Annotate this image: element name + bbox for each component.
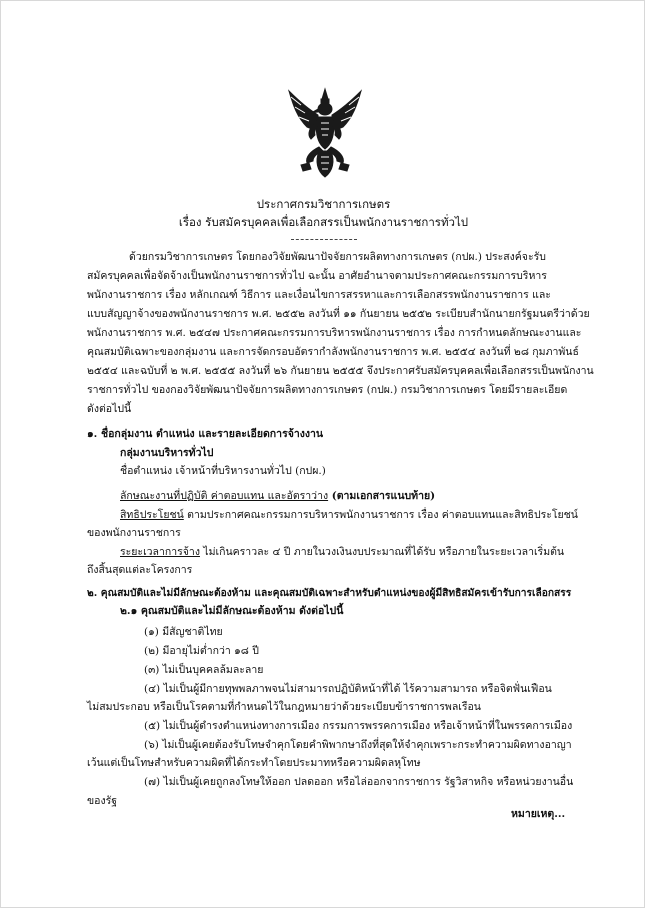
job-group: กลุ่มงานบริหารทั่วไป	[120, 447, 214, 459]
benefits-label: สิทธิประโยชน์	[120, 509, 184, 521]
duties-line	[120, 489, 435, 503]
job-position: ชื่อตำแหน่ง เจ้าหน้าที่บริหารงานทั่วไป (กปผ.)	[120, 465, 326, 477]
intro-line: ด้วยกรมวิชาการเกษตร โดยกองวิจัยพัฒนาปัจจัยการผลิตทางการเกษตร (กปผ.) ประสงค์จะรับ	[129, 251, 546, 263]
intro-line: คุณสมบัติเฉพาะของกลุ่มงาน และการจัดกรอบอัตรากำลังพนักงานราชการ พ.ศ. ๒๕๕๔ ลงวันที่ ๒๘ กุมภาพันธ์	[87, 346, 579, 358]
intro-line: พนักงานราชการ พ.ศ. ๒๕๔๗ ประกาศคณะกรรมการบริหารพนักงานราชการ เรื่อง การกำหนดลักษณะงานและ	[87, 327, 582, 339]
section-1-heading: ๑. ชื่อกลุ่มงาน ตำแหน่ง และรายละเอียดการจ้างงาน	[87, 428, 324, 440]
announcement-title: ประกาศกรมวิชาการเกษตร	[256, 197, 391, 211]
qualification-item: (๓) ไม่เป็นบุคคลล้มละลาย	[144, 664, 264, 676]
title-divider	[291, 239, 357, 240]
term-label: ระยะเวลาการจ้าง	[120, 546, 200, 558]
garuda-emblem-icon	[287, 87, 363, 179]
benefits-continued: ของพนักงานราชการ	[87, 527, 181, 539]
term-line	[120, 545, 564, 559]
intro-line: พนักงานราชการ เรื่อง หลักเกณฑ์ วิธีการ และเงื่อนไขการสรรหาและการเลือกสรรพนักงานราชการ และ	[87, 289, 551, 301]
benefits-text: ตามประกาศคณะกรรมการบริหารพนักงานราชการ เรื่อง ค่าตอบแทนและสิทธิประโยชน์	[183, 509, 578, 521]
qualification-item: (๖) ไม่เป็นผู้เคยต้องรับโทษจำคุกโดยคำพิพากษาถึงที่สุดให้จำคุกเพราะกระทำความผิดทางอาญา	[144, 739, 572, 751]
intro-line: ราชการทั่วไป ของกองวิจัยพัฒนาปัจจัยการผลิตทางการเกษตร (กปผ.) กรมวิชาการเกษตร โดยมีรายละเอียด	[87, 384, 568, 396]
duties-reference: (ตามเอกสารแนบท้าย)	[328, 490, 436, 502]
qualification-item-continued: เว้นแต่เป็นโทษสำหรับความผิดที่ได้กระทำโดยประมาทหรือความผิดลหุโทษ	[87, 757, 421, 769]
intro-line: ๒๕๕๔ และฉบับที่ ๒ พ.ศ. ๒๕๕๕ ลงวันที่ ๒๖ กันยายน ๒๕๕๕ จึงประกาศรับสมัครบุคคลเพื่อเลือกสรรเป็นพนักงาน	[87, 365, 594, 377]
benefits-line	[120, 508, 578, 522]
section-2-1-heading: ๒.๑ คุณสมบัติและไม่มีลักษณะต้องห้าม ดังต่อไปนี้	[120, 605, 344, 617]
qualification-item: (๑) มีสัญชาติไทย	[144, 626, 223, 638]
section-2-heading: ๒. คุณสมบัติและไม่มีลักษณะต้องห้าม และคุณสมบัติเฉพาะสำหรับตำแหน่งของผู้มีสิทธิสมัครเข้ารับการเลือกสรร	[87, 587, 572, 599]
term-text: ไม่เกินคราวละ ๔ ปี ภายในวงเงินงบประมาณที่ได้รับ หรือภายในระยะเวลาเริ่มต้น	[199, 546, 565, 558]
qualification-item: (๔) ไม่เป็นผู้มีกายทุพพลภาพจนไม่สามารถปฏิบัติหน้าที่ได้ ไร้ความสามารถ หรือจิตฟั่นเฟือน	[144, 683, 552, 695]
intro-line: ดังต่อไปนี้	[87, 403, 132, 415]
announcement-subject: เรื่อง รับสมัครบุคคลเพื่อเลือกสรรเป็นพนักงานราชการทั่วไป	[178, 215, 469, 229]
continued-note: หมายเหตุ...	[511, 808, 566, 820]
qualification-item-continued: ไม่สมประกอบ หรือเป็นโรคตามที่กำหนดไว้ในกฎหมายว่าด้วยระเบียบข้าราชการพลเรือน	[87, 701, 481, 713]
intro-line: สมัครบุคคลเพื่อจัดจ้างเป็นพนักงานราชการทั่วไป ฉะนั้น อาศัยอำนาจตามประกาศคณะกรรมการบริหาร	[87, 270, 547, 282]
qualification-item: (๕) ไม่เป็นผู้ดำรงตำแหน่งทางการเมือง กรรมการพรรคการเมือง หรือเจ้าหน้าที่ในพรรคการเมือง	[144, 720, 573, 732]
qualification-item-continued: ของรัฐ	[87, 795, 118, 807]
qualification-item: (๗) ไม่เป็นผู้เคยถูกลงโทษให้ออก ปลดออก หรือไล่ออกจากราชการ รัฐวิสาหกิจ หรือหน่วยงานอื่น	[144, 776, 574, 788]
qualification-item: (๒) มีอายุไม่ต่ำกว่า ๑๘ ปี	[144, 645, 259, 657]
term-continued: ถึงสิ้นสุดแต่ละโครงการ	[87, 564, 193, 576]
duties-label: ลักษณะงานที่ปฏิบัติ ค่าตอบแทน และอัตราว่าง	[120, 490, 329, 502]
intro-line: แบบสัญญาจ้างของพนักงานราชการ พ.ศ. ๒๕๕๒ ลงวันที่ ๑๑ กันยายน ๒๕๕๒ ระเบียบสำนักนายกรัฐมนตรีว่าด้วย	[87, 308, 590, 320]
